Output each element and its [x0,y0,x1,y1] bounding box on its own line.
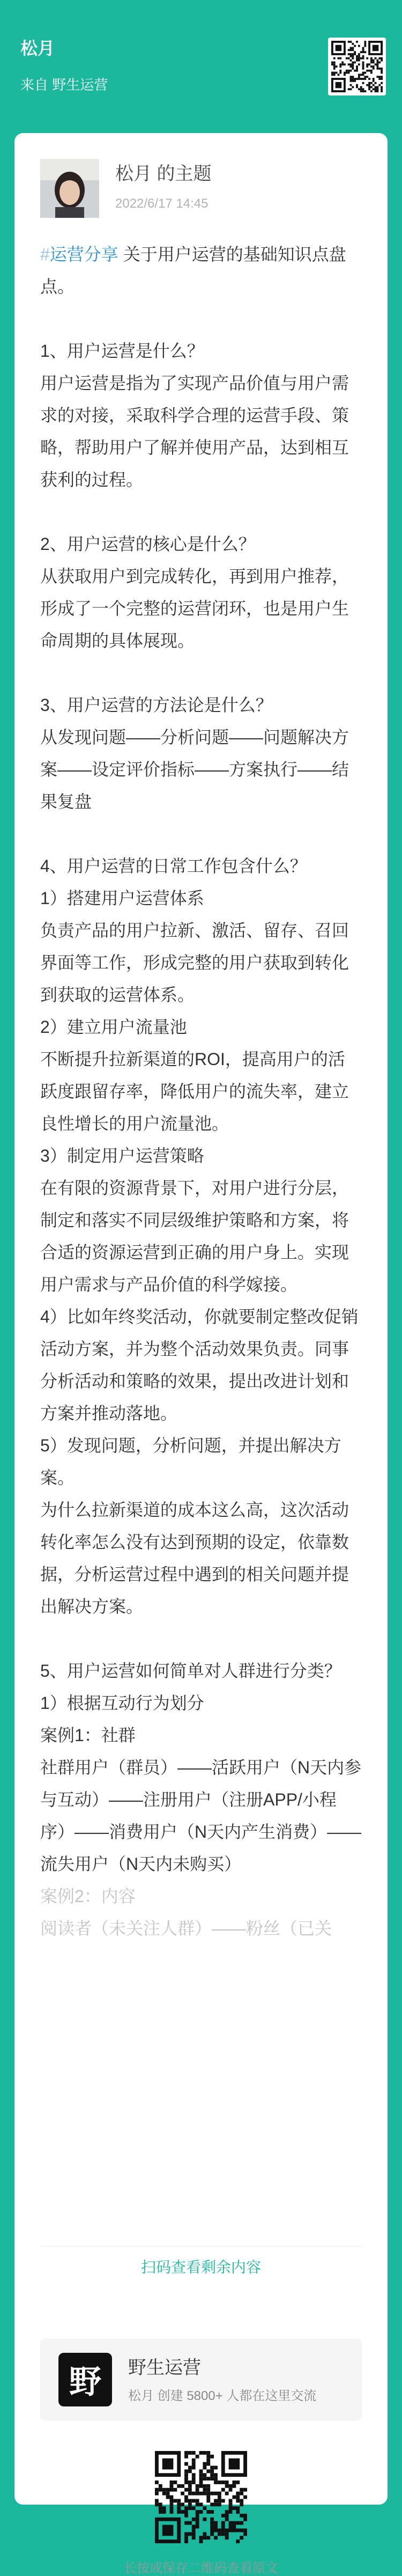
author-row [40,159,211,218]
hash-symbol: # [40,245,50,264]
post-intro: 关于用户运营的基础知识点盘点。 [40,245,346,296]
post-body: 1、用户运营是什么？ 用户运营是指为了实现产品价值与用户需求的对接，采取科学合理的运营手段、策略，帮助用户了解并使用产品，达到相互获利的过程。 2、用户运营的核心是什么？ 从获取用户到完成转化，再到用户推荐，形成了一个完整的运营闭环，也是用户生命周期的具体展现。 3、用户运营的方法论是什么？ 从发现问题——分析问题——问题解决方案——设定评价指标——方案执行——结果复盘 4、用户运营的日常工作包含什么？ 1）搭建用户运营体系 负责产品的用户拉新、激活、留存、召回界面等工作，形成完整的用户获取到转化到获取的运营体系。 2）建立用户流量池 不断提升拉新渠道的ROI，提高用户的活跃度跟留存率，降低用户的流失率，建立良性增长的用户流量池。 3）制定用户运营策略 在有限的资源背景下，对用户进行分层，制定和落实不同层级维护策略和方案，将合适的资源运营到正确的用户身上。实现用户需求与产品价值的科学嫁接。 4）比如年终奖活动，你就要制定整改促销活动方案，并为整个活动效果负责。同事分析活动和策略的效果，提出改进计划和方案并推动落地。 5）发现问题，分析问题，并提出解决方案。 为什么拉新渠道的成本这么高，这次活动转化率怎么没有达到预期的设定，依靠数据，分析运营过程中遇到的相关问题并提出解决方案。 5、用户运营如何简单对人群进行分类？ 1）根据互动行为划分 案例1：社群 社群用户（群员）——活跃用户（N天内参与互动）——注册用户（注册APP/小程序）——消费用户（N天内产生消费）——流失用户（N天内未购买） [40,341,362,1874]
post-date: 2022/6/17 14:45 [115,196,209,211]
hashtag-link[interactable]: 运营分享 [49,245,118,264]
topic-title: 松月 的主题 [115,164,212,184]
qr-code-icon[interactable] [328,38,386,96]
source-label: 来自 野生运营 [20,77,108,93]
group-logo: 野 [58,2353,112,2406]
scan-more-link[interactable]: 扫码查看剩余内容 [140,2259,261,2276]
divider [40,2246,362,2247]
qr-caption: 长按或保存二维码查看原文 [124,2561,278,2575]
qr-code-icon[interactable] [155,2451,247,2543]
group-name: 野生运营 [128,2357,201,2378]
post-card [14,133,388,2575]
group-card[interactable] [40,2338,362,2421]
post-faded-text: 案例2：内容 阅读者（未关注人群）——粉丝（已关 [40,1887,332,1938]
header [20,38,108,94]
fade-overlay [14,2086,388,2258]
avatar[interactable] [40,159,99,218]
group-meta: 松月 创建 5800+ 人都在这里交流 [128,2388,317,2403]
author-name: 松月 [20,39,55,58]
post-content [40,238,362,1944]
